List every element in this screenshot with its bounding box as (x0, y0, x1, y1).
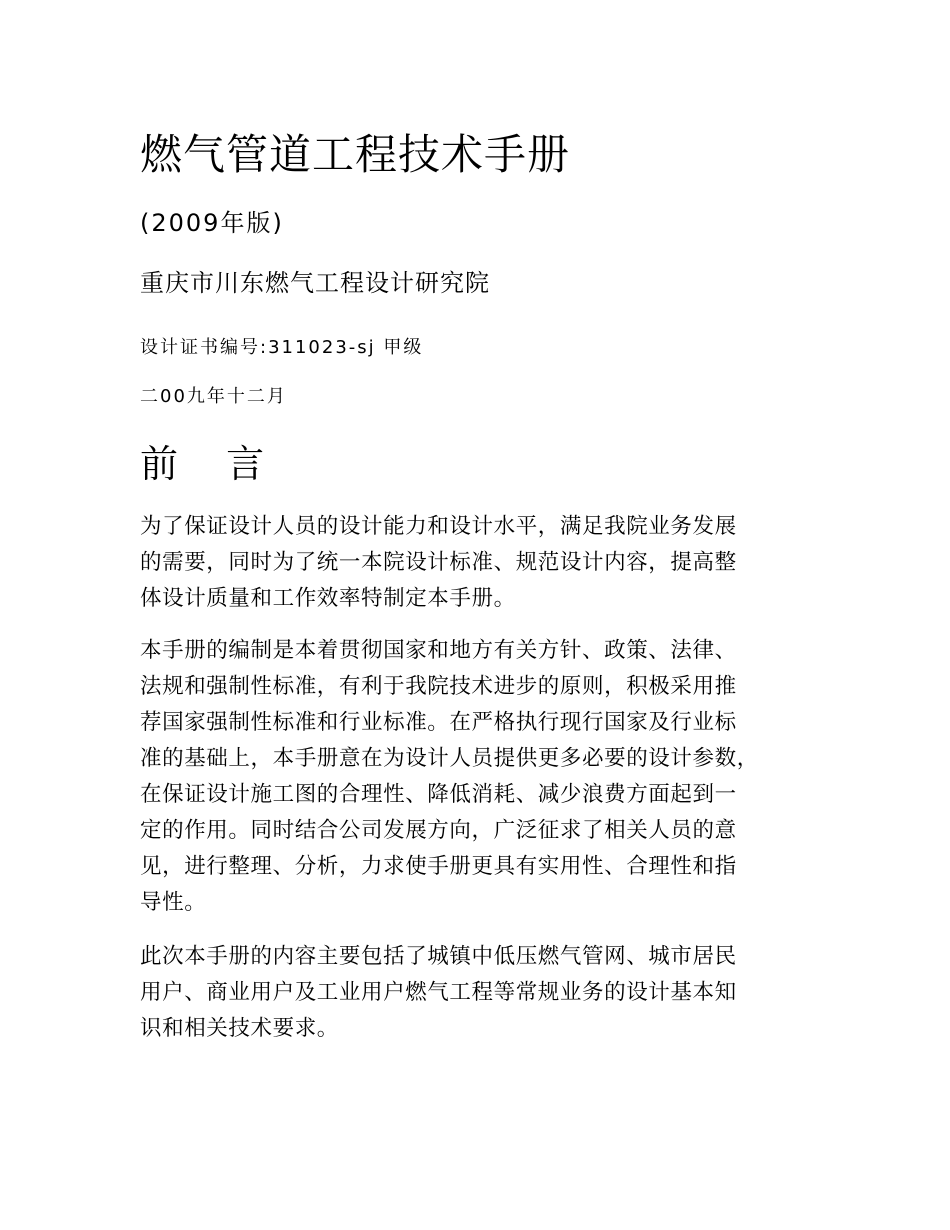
institute-name: 重庆市川东燃气工程设计研究院 (140, 269, 490, 297)
paragraph-line: 识和相关技术要求。 (140, 1016, 339, 1041)
preface-heading: 前 言 (140, 442, 283, 486)
paragraph-line: 为了保证设计人员的设计能力和设计水平，满足我院业务发展 (140, 514, 737, 539)
paragraph-line: 定的作用。同时结合公司发展方向，广泛征求了相关人员的意 (140, 818, 737, 843)
paragraph-line: 荐国家强制性标准和行业标准。在严格执行现行国家及行业标 (140, 710, 737, 735)
preface-paragraph-3 (140, 939, 830, 1047)
paragraph-line: 的需要，同时为了统一本院设计标准、规范设计内容，提高整 (140, 550, 737, 575)
paragraph-line: 用户、商业用户及工业用户燃气工程等常规业务的设计基本知 (140, 980, 737, 1005)
paragraph-line: 此次本手册的内容主要包括了城镇中低压燃气管网、城市居民 (140, 944, 737, 969)
paragraph-line: 准的基础上，本手册意在为设计人员提供更多必要的设计参数， (140, 746, 759, 771)
paragraph-line: 体设计质量和工作效率特制定本手册。 (140, 586, 516, 611)
document-title: 燃气管道工程技术手册 (140, 130, 571, 179)
paragraph-line: 法规和强制性标准，有利于我院技术进步的原则，积极采用推 (140, 674, 737, 699)
publication-date: 二00九年十二月 (140, 386, 287, 407)
certificate-number: 设计证书编号:311023-sj 甲级 (140, 337, 424, 358)
paragraph-line: 见，进行整理、分析，力求使手册更具有实用性、合理性和指 (140, 854, 737, 879)
paragraph-line: 在保证设计施工图的合理性、降低消耗、减少浪费方面起到一 (140, 782, 737, 807)
paragraph-line: 本手册的编制是本着贯彻国家和地方有关方针、政策、法律、 (140, 638, 737, 663)
preface-paragraph-1 (140, 509, 830, 617)
edition-label: (2009年版) (140, 209, 284, 237)
paragraph-line: 导性。 (140, 890, 207, 915)
preface-paragraph-2 (140, 633, 830, 921)
